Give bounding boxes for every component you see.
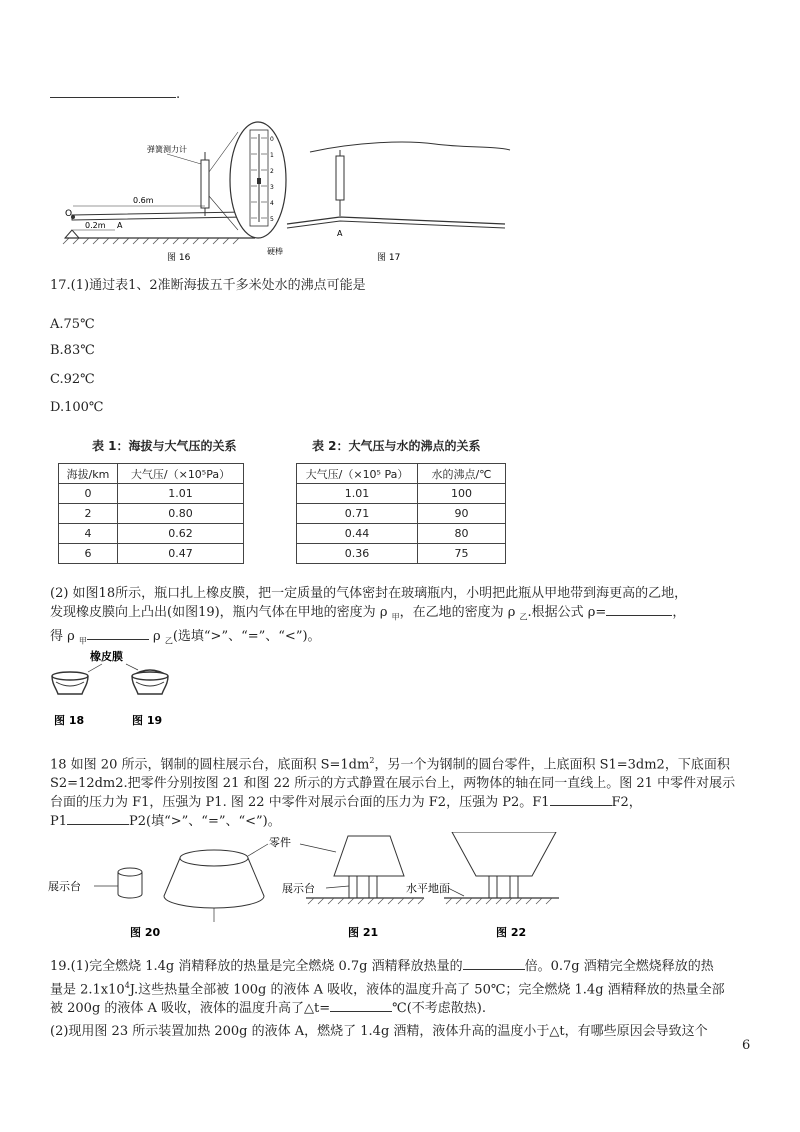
spring-scale-label: 弹簧测力计 <box>147 145 187 154</box>
q19-part2: (2)现用图 23 所示装置加热 200g 的液体 A，燃烧了 1.4g 酒精，液体升高的温度小于△t，有哪些原因会导致这个 <box>50 1024 708 1039</box>
svg-text:O: O <box>65 209 73 219</box>
q17-stem: 17.(1)通过表1、2准断海拔五千多米处水的沸点可能是 <box>50 278 366 293</box>
part-label: 零件 <box>269 836 291 849</box>
q17-option-d: D.100℃ <box>50 400 104 415</box>
fig17-caption: 图 17 <box>377 253 401 263</box>
answer-blank-line: . <box>50 85 180 105</box>
fig22-caption: 图 22 <box>496 926 527 939</box>
table-2: 大气压/（×10⁵ Pa） 水的沸点/℃ 1.01 100 0.71 90 0.44 80 0.36 75 <box>296 463 506 564</box>
svg-text:A: A <box>117 221 123 230</box>
table-row: 0.71 90 <box>297 504 506 524</box>
table1-caption: 表 1：海拔与大气压的关系 <box>92 439 237 453</box>
table-row: 0 1.01 <box>59 484 244 504</box>
q17-option-c: C.92℃ <box>50 372 95 387</box>
table2-caption: 表 2：大气压与水的沸点的关系 <box>312 439 481 453</box>
compare-density-blank[interactable] <box>87 627 149 640</box>
svg-text:4: 4 <box>270 200 274 207</box>
table-row: 2 0.80 <box>59 504 244 524</box>
fig21-caption: 图 21 <box>348 926 379 939</box>
stand-label-left: 展示台 <box>48 880 81 893</box>
svg-text:0: 0 <box>270 136 274 143</box>
spring-scale <box>201 160 209 208</box>
membrane-label: 橡皮膜 <box>90 650 123 663</box>
stand-label-mid: 展示台 <box>282 882 315 895</box>
figure-16-17 <box>55 112 515 264</box>
svg-text:2: 2 <box>270 168 274 175</box>
table-row: 1.01 100 <box>297 484 506 504</box>
q18: 18 如图 20 所示，钢制的圆柱展示台，底面积 $S=1dm^2$，另一个为钢制的圆台零件，上底面积 S1=3dm2，下底面积 S2=12dm2.把零件分别按图 21 和图 22 所示的方式静置在展示台上，两物体的轴在同一直线上。图 21 中零件对展示 台面的压力为 F1，压强为 P1. 图 22 中零件对展示台面的压力为 F2，压强为 P2。F1 F2， P1 P2(填“>”、“=”、“<”)。 <box>50 756 736 830</box>
svg-text:3: 3 <box>270 184 274 191</box>
table-row: 0.44 80 <box>297 524 506 544</box>
delta-t-blank[interactable] <box>330 999 392 1012</box>
formula-blank[interactable] <box>606 603 672 616</box>
svg-text:5: 5 <box>270 216 274 223</box>
compare-pressure-blank[interactable] <box>67 812 129 825</box>
compare-force-blank[interactable] <box>550 793 612 806</box>
table-row: 0.36 75 <box>297 544 506 564</box>
svg-text:1: 1 <box>270 152 274 159</box>
fig19-caption: 图 19 <box>132 714 163 727</box>
q17-option-a: A.75℃ <box>50 317 95 332</box>
part-fig21 <box>334 836 404 876</box>
fig20-caption: 图 20 <box>130 926 161 939</box>
svg-text:0.2m: 0.2m <box>85 221 106 230</box>
rod-label: 硬棒 <box>267 247 283 256</box>
q17-part2: (2) 如图18所示，瓶口扎上橡皮膜，把一定质量的气体密封在玻璃瓶内，小明把此瓶从甲地带到海更高的乙地， 发现橡皮膜向上凸出(如图19)，瓶内气体在甲地的密度为 ρ $_甲$，在乙地的密度为 ρ $_乙$.根据公式 ρ= ， 得 ρ $_甲$ ρ $_乙$(选填“>”、“=”、“<”)。 <box>50 586 688 646</box>
figure-20-22 <box>44 832 564 942</box>
ground-label: 水平地面 <box>406 882 450 895</box>
svg-text:A: A <box>337 229 343 238</box>
ratio-blank[interactable] <box>463 957 525 970</box>
part-fig22 <box>452 832 556 876</box>
pivot-triangle <box>65 230 79 238</box>
fig18-caption: 图 18 <box>54 714 85 727</box>
table-row: 6 0.47 <box>59 544 244 564</box>
svg-text:0.6m: 0.6m <box>133 196 154 205</box>
q17-option-b: B.83℃ <box>50 343 95 358</box>
table-1: 海拔/km 大气压/（×10⁵Pa） 0 1.01 2 0.80 4 0.62 6 0.47 <box>58 463 244 564</box>
q19: 19.(1)完全燃烧 1.4g 消精释放的热量是完全燃烧 0.7g 酒精释放热量的 倍。0.7g 酒精完全燃烧释放的热 量是 $2.1x10^4J$.这些热量全部被 100g 的液体 A 吸收，液体的温度升高了 50℃；完全燃烧 1.4g 酒精释放的热量全部 被 200g 的液体 A 吸收，液体的温度升高了△t= ℃(不考虑散热). <box>50 959 725 1017</box>
rod <box>72 212 252 220</box>
fig16-caption: 图 16 <box>167 253 191 263</box>
figure-18-19 <box>46 648 176 732</box>
table-row: 4 0.62 <box>59 524 244 544</box>
page-number: 6 <box>742 1038 751 1053</box>
